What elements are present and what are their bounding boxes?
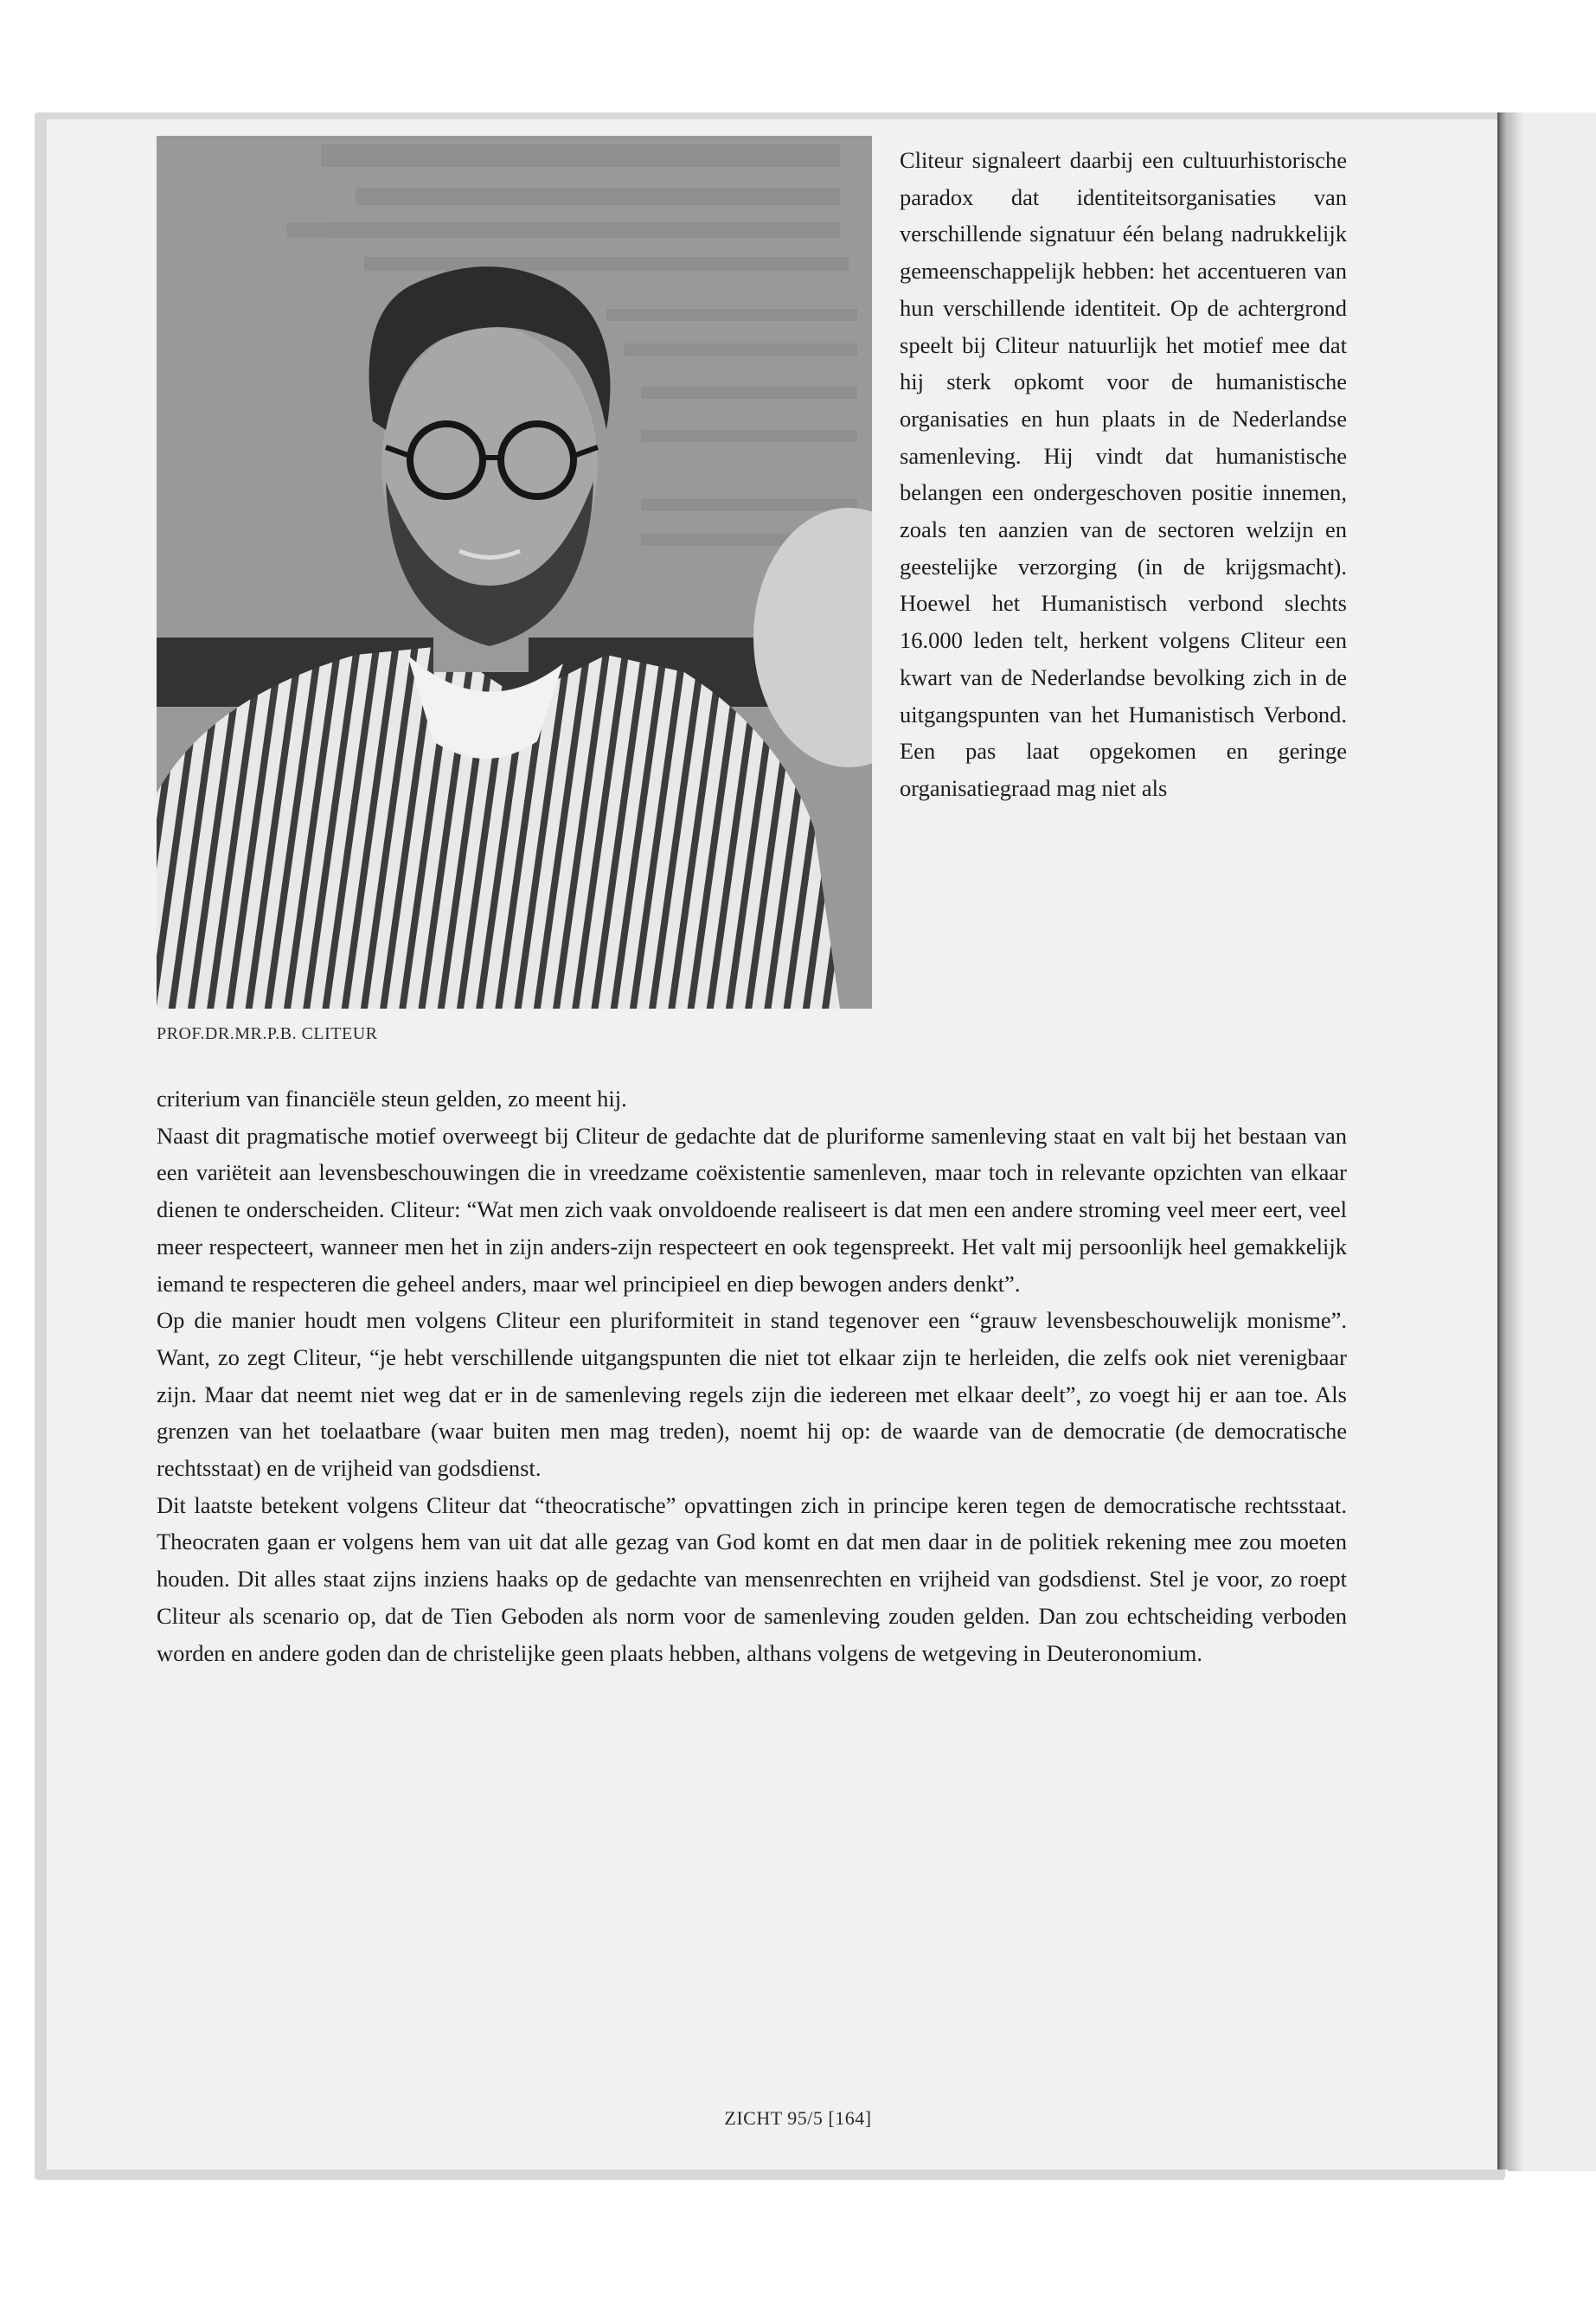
page-footer: ZICHT 95/5 [164] <box>724 2107 872 2129</box>
portrait-photo <box>157 136 872 1009</box>
photo-caption: PROF.DR.MR.P.B. CLITEUR <box>157 1024 378 1043</box>
body-paragraph-1: criterium van financiële steun gelden, zo meent hij. <box>157 1086 627 1112</box>
intro-column <box>900 142 1347 807</box>
body-paragraph-4: Dit laatste betekent volgens Cliteur dat “theocratische” opvattingen zich in principe keren tegen de democratische rechtsstaat. Theocraten gaan er volgens hem van uit dat alle gezag van God komt en dat men daar in de politiek rekening mee zou moeten houden. Dit alles staat zijns inziens haaks op de gedachte van mensenrechten en vrijheid van godsdienst. Stel je voor, zo roept Cliteur als scenario op, dat de Tien Geboden als norm voor de samenleving zouden gelden. Dan zou echtscheiding verboden worden en andere goden dan de christelijke geen plaats hebben, althans volgens de wetgeving in Deuteronomium. <box>157 1491 1347 1666</box>
intro-paragraph: Cliteur signaleert daarbij een cultuurhistorische paradox dat identiteitsorganisaties van verschillende signatuur één belang nadrukkelijk gemeenschappelijk hebben: het accentueren van hun verschillende identiteit. Op de achtergrond speelt bij Cliteur natuurlijk het motief mee dat hij sterk opkomt voor de humanistische organisaties en hun plaats in de Nederlandse samenleving. Hij vindt dat humanistische belangen een ondergeschoven positie innemen, zoals ten aanzien van de sectoren welzijn en geestelijke verzorging (in de krijgsmacht). Hoewel het Humanistisch verbond slechts 16.000 leden telt, herkent volgens Cliteur een kwart van de Nederlandse bevolking zich in de uitgangspunten van het Humanistisch Verbond. Een pas laat opgekomen en geringe organisatiegraad mag niet als <box>900 147 1347 801</box>
portrait-illustration <box>157 136 872 1009</box>
body-paragraph-2: Naast dit pragmatische motief overweegt bij Cliteur de gedachte dat de pluriforme samenleving staat en valt bij het bestaan van een variëteit aan levensbeschouwingen die in vreedzame coëxistentie samenleven, maar toch in relevante opzichten van elkaar dienen te onderscheiden. Cliteur: “Wat men zich vaak onvoldoende realiseert is dat men een andere stroming veel meer eert, veel meer respecteert, wanneer men het in zijn anders-zijn respecteert en ook tegenspreekt. Het valt mij persoonlijk heel gemakkelijk iemand te respecteren die geheel anders, maar wel principieel en diep bewogen anders denkt”. <box>157 1122 1347 1297</box>
book-spine-edge <box>1497 112 1508 2170</box>
article-body <box>157 1080 1347 1671</box>
body-paragraph-3: Op die manier houdt men volgens Cliteur een pluriformiteit in stand tegenover een “grauw levensbeschouwelijk monisme”. Want, zo zegt Cliteur, “je hebt verschillende uitgangspunten die niet tot elkaar zijn te herleiden, die zelfs ook niet verenigbaar zijn. Maar dat neemt niet weg dat er in de samenleving regels zijn die iedereen met elkaar deelt”, zo voegt hij er aan toe. Als grenzen van het toelaatbare (waar buiten men mag treden), noemt hij op: de waarde van de democratie (de democratische rechtsstaat) en de vrijheid van godsdienst. <box>157 1307 1347 1482</box>
facing-page-shadow <box>1508 112 1523 2171</box>
